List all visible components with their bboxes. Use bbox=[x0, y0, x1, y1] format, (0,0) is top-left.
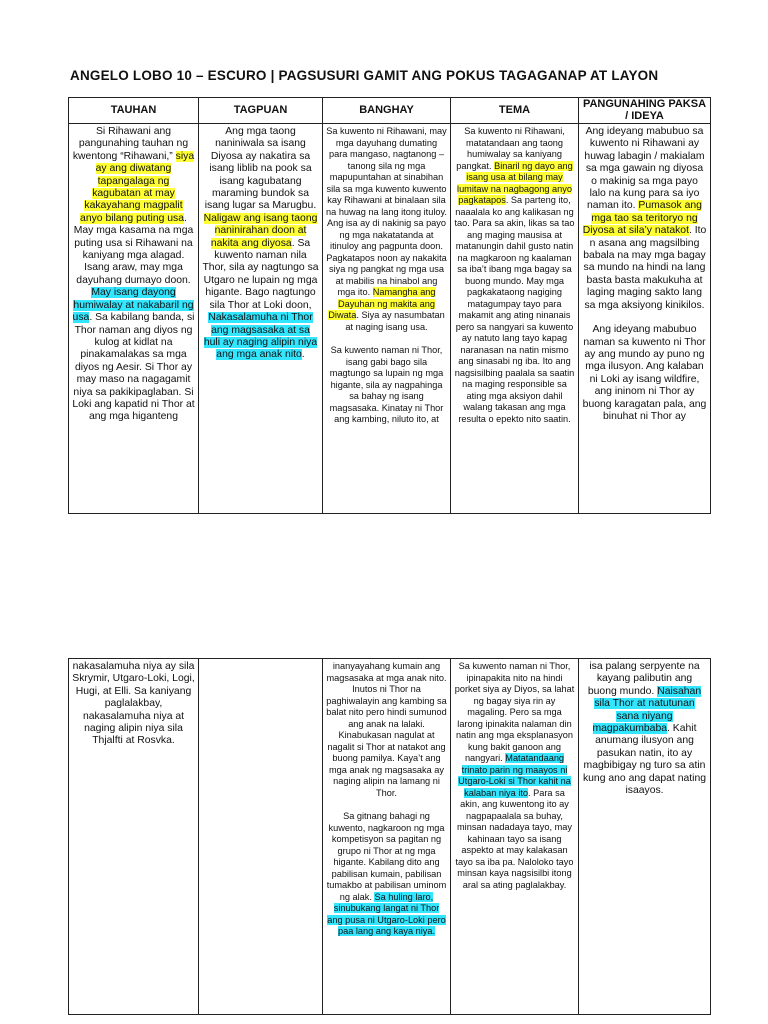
tema-text bbox=[454, 126, 575, 425]
analysis-table-page-2 bbox=[68, 658, 711, 1015]
yellow-highlight: Pumasok ang mga tao sa teritoryo ng Diyosa at sila’y natakot bbox=[582, 200, 702, 237]
text-segment: isa palang serpyente na kayang palibutin ang buong mundo. bbox=[587, 661, 700, 697]
cell-tauhan bbox=[69, 659, 199, 1015]
cell-paksa bbox=[579, 124, 711, 514]
cell-tauhan bbox=[69, 124, 199, 514]
cell-tagpuan bbox=[199, 124, 323, 514]
paragraph-gap bbox=[326, 799, 447, 811]
cell-paksa bbox=[579, 659, 711, 1015]
text-segment: . Sa parteng ito, naaalala ko ang kalikasan ng tao. Para sa akin, likas sa tao ang maging mausisa at matanungin dahil gusto natin na magkaroon ng kaalaman sa iba’t ibang mga bagay sa buong mundo. May mga pagkakataong nagiging matagumpay tayo para makamit ang ating ninanais pero sa nangyari sa kuwento ay natuto lang tayo kapag naranasan na natin mismo ang sinasabi ng iba. Ito ang nagsisilbing paalala sa saatin na maging responsible sa ating mga aksiyon dahil walang takasan ang mga resulta o epekto nito saatin. bbox=[454, 195, 575, 424]
cyan-highlight: Matatandaang trinato parin ng maayos ni Utgaro-Loki si Thor kahit na kalaban niya ito bbox=[458, 753, 571, 798]
text-segment: Ang ideyang mabubuo naman sa kuwento ni Thor ay ang mundo ay puno ng mga ilusyon. Ang kalaban ni Loki ay isang wildfire, ang ininom ni Thor ay buong karagatan pala, ang binuhat ni Thor ay bbox=[582, 324, 707, 422]
text-segment: Sa kuwento ni Rihawani, may mga dayuhang dumating para mangaso, nagtanong – tanong sila ng mga mapupuntahan at sinabihan sila sa mga kuwento kuwento kay Rihawani at binalaan sila na huwag na lang itong ituloy. Ang isa ay di nakinig sa payo ng mga nakatatanda at itinuloy ang pagpunta doon. Pagkatapos noon ay nakakita siya ng pangkat ng mga usa at mabilis na hinabol ang mga ito. bbox=[326, 126, 447, 297]
table-row bbox=[69, 124, 711, 514]
paragraph-gap bbox=[326, 333, 447, 345]
yellow-highlight: Binaril ng dayo ang isang usa at bilang may lumitaw na nagbagong anyo pagkatapos bbox=[457, 160, 573, 205]
header-tagpuan: TAGPUAN bbox=[199, 98, 323, 124]
text-segment: . Ito n asana ang magsilbing babala na may mga bagay sa mundo na hindi na lang basta basta makukuha at laging maging sakto lang sa mga aksiyong kinikilos. bbox=[583, 225, 707, 311]
tema-text bbox=[454, 661, 575, 891]
cyan-highlight: Nakasalamuha ni Thor ang magsasaka at sa huli ay naging alipin niya ang mga anak nito bbox=[203, 312, 318, 361]
cyan-highlight: Naisahan sila Thor at natutunan sana niyang magpakumbaba bbox=[592, 685, 702, 735]
tauhan-text bbox=[72, 661, 195, 748]
table-header-row bbox=[69, 98, 711, 124]
text-segment: Sa kuwento naman ni Thor, ipinapakita nito na hindi porket siya ay Diyos, sa lahat ng bagay siya rin ay magaling. Pero sa mga larong ipinakita nalaman din natin ang mga eksplanasyon kung bakit ganoon ang nangyari. bbox=[454, 661, 575, 763]
analysis-table-page-1 bbox=[68, 97, 711, 514]
yellow-highlight: Naligaw ang isang taong naninirahan doon at nakita ang diyosa bbox=[203, 212, 318, 249]
banghay-text bbox=[326, 126, 447, 426]
paragraph-gap bbox=[582, 312, 707, 324]
document-title: ANGELO LOBO 10 – ESCURO | PAGSUSURI GAMIT ANG POKUS TAGAGANAP AT LAYON bbox=[70, 68, 659, 83]
cyan-highlight: May isang dayong humiwalay at nakabaril ng usa bbox=[72, 287, 194, 324]
table-row bbox=[69, 659, 711, 1015]
header-tema: TEMA bbox=[451, 98, 579, 124]
text-segment: nakasalamuha niya ay sila Skrymir, Utgaro-Loki, Logi, Hugi, at Elli. Sa kaniyang paglalakbay, nakasalamuha niya at naging alipin niya sila Thjalfti at Rosvka. bbox=[72, 661, 195, 747]
text-segment: Sa kuwento ni Rihawani, matatandaan ang taong humiwalay sa kaniyang pangkat. bbox=[456, 126, 565, 171]
text-segment: . Siya ay nasumbatan at naging isang usa. bbox=[345, 310, 445, 332]
text-segment: . Sa kuwento naman nila Thor, sila ay nagtungo sa Utgaro ne lupain ng mga higante. Bago nagtungo sila Thor at Loki doon, bbox=[202, 237, 319, 311]
header-banghay: BANGHAY bbox=[323, 98, 451, 124]
text-segment: . bbox=[301, 349, 305, 361]
tagpuan-text bbox=[202, 126, 319, 362]
paksa-text bbox=[582, 661, 707, 797]
text-segment: Si Rihawani ang pangunahing tauhan ng kwentong “Rihawani,” bbox=[72, 126, 189, 162]
text-segment: . May mga kasama na mga puting usa si Rihawani na kaniyang mga alagad. Isang araw, may mga dayuhang dumayo doon. bbox=[73, 212, 194, 286]
header-pangunahing-paksa: PANGUNAHING PAKSA / IDEYA bbox=[579, 98, 711, 124]
cell-tagpuan bbox=[199, 659, 323, 1015]
yellow-highlight: Namangha ang Dayuhan ng makita ang Diwata bbox=[328, 287, 436, 320]
text-segment: Sa gitnang bahagi ng kuwento, nagkaroon ng mga kompetisyon sa pagitan ng grupo ni Thor at ng mga higante. Kabilang dito ang pabilisan kumain, pabilisan tumakbo at pabilisan uminom ng alak. bbox=[326, 811, 447, 902]
text-segment: . Kahit anumang ilusyon ang pasukan natin, ito ay magbibigay ng turo sa atin kung ano ang dapat nating isaayos. bbox=[582, 723, 707, 797]
cyan-highlight: Sa huling laro, sinubukang langat ni Thor ang pusa ni Utgaro-Loki pero paa lang ang kaya niya. bbox=[327, 891, 446, 936]
text-segment: Sa kuwento naman ni Thor, isang gabi bago sila magtungo sa lupain ng mga higante, sila ay nagpahinga sa bahay ng isang magsasaka. Kinatay ni Thor ang kambing, niluto ito, at bbox=[329, 345, 444, 424]
text-segment: Ang ideyang mabubuo sa kuwento ni Rihawani ay huwag labagin / makialam sa mga gawain ng diyosa o makinig sa mga payo lalo na kung para sa iyo naman ito. bbox=[584, 126, 705, 212]
cell-banghay bbox=[323, 659, 451, 1015]
text-segment: . Para sa akin, ang kuwentong ito ay nagpapaalala sa buhay, minsan nadadaya tayo, may kahinaan tayo sa isang aspekto at may kalakasan tayo sa iba pa. Naloloko tayo minsan kaya nagsisilbi itong aral sa ating paglalakbay. bbox=[455, 787, 574, 890]
cell-tema bbox=[451, 659, 579, 1015]
text-segment: inanyayahang kumain ang magsasaka at mga anak nito. Inutos ni Thor na paghiwalayin ang kambing sa balat nito pero hindi sumunod ang anak na lalaki. Kinabukasan nagulat at nagalit si Thor at natakot ang buong pamilya. Kaya’t ang mga anak ng magsasaka ay naging alipin na lamang ni Thor. bbox=[326, 661, 447, 798]
cell-tema bbox=[451, 124, 579, 514]
header-tauhan: TAUHAN bbox=[69, 98, 199, 124]
text-segment: Ang mga taong naniniwala sa isang Diyosa ay nakatira sa isang liblib na pook sa isang kagubatang maraming bundok sa isang lugar sa Marugbu. bbox=[204, 126, 317, 212]
cell-banghay bbox=[323, 124, 451, 514]
yellow-highlight: siya ay ang diwatang tapangalaga ng kagubatan at may kakayahang magpalit anyo bilang puting usa bbox=[80, 150, 195, 224]
text-segment: . Sa kabilang banda, si Thor naman ang diyos ng kulog at kidlat na pinakamalakas sa mga diyos ng Aesir. Si Thor ay may maso na nagagamit niya sa pakikipaglaban. Si Loki ang kapatid ni Thor at ang mga higanteng bbox=[72, 312, 195, 423]
paksa-text bbox=[582, 126, 707, 423]
tauhan-text bbox=[72, 126, 195, 424]
banghay-text bbox=[326, 661, 447, 938]
